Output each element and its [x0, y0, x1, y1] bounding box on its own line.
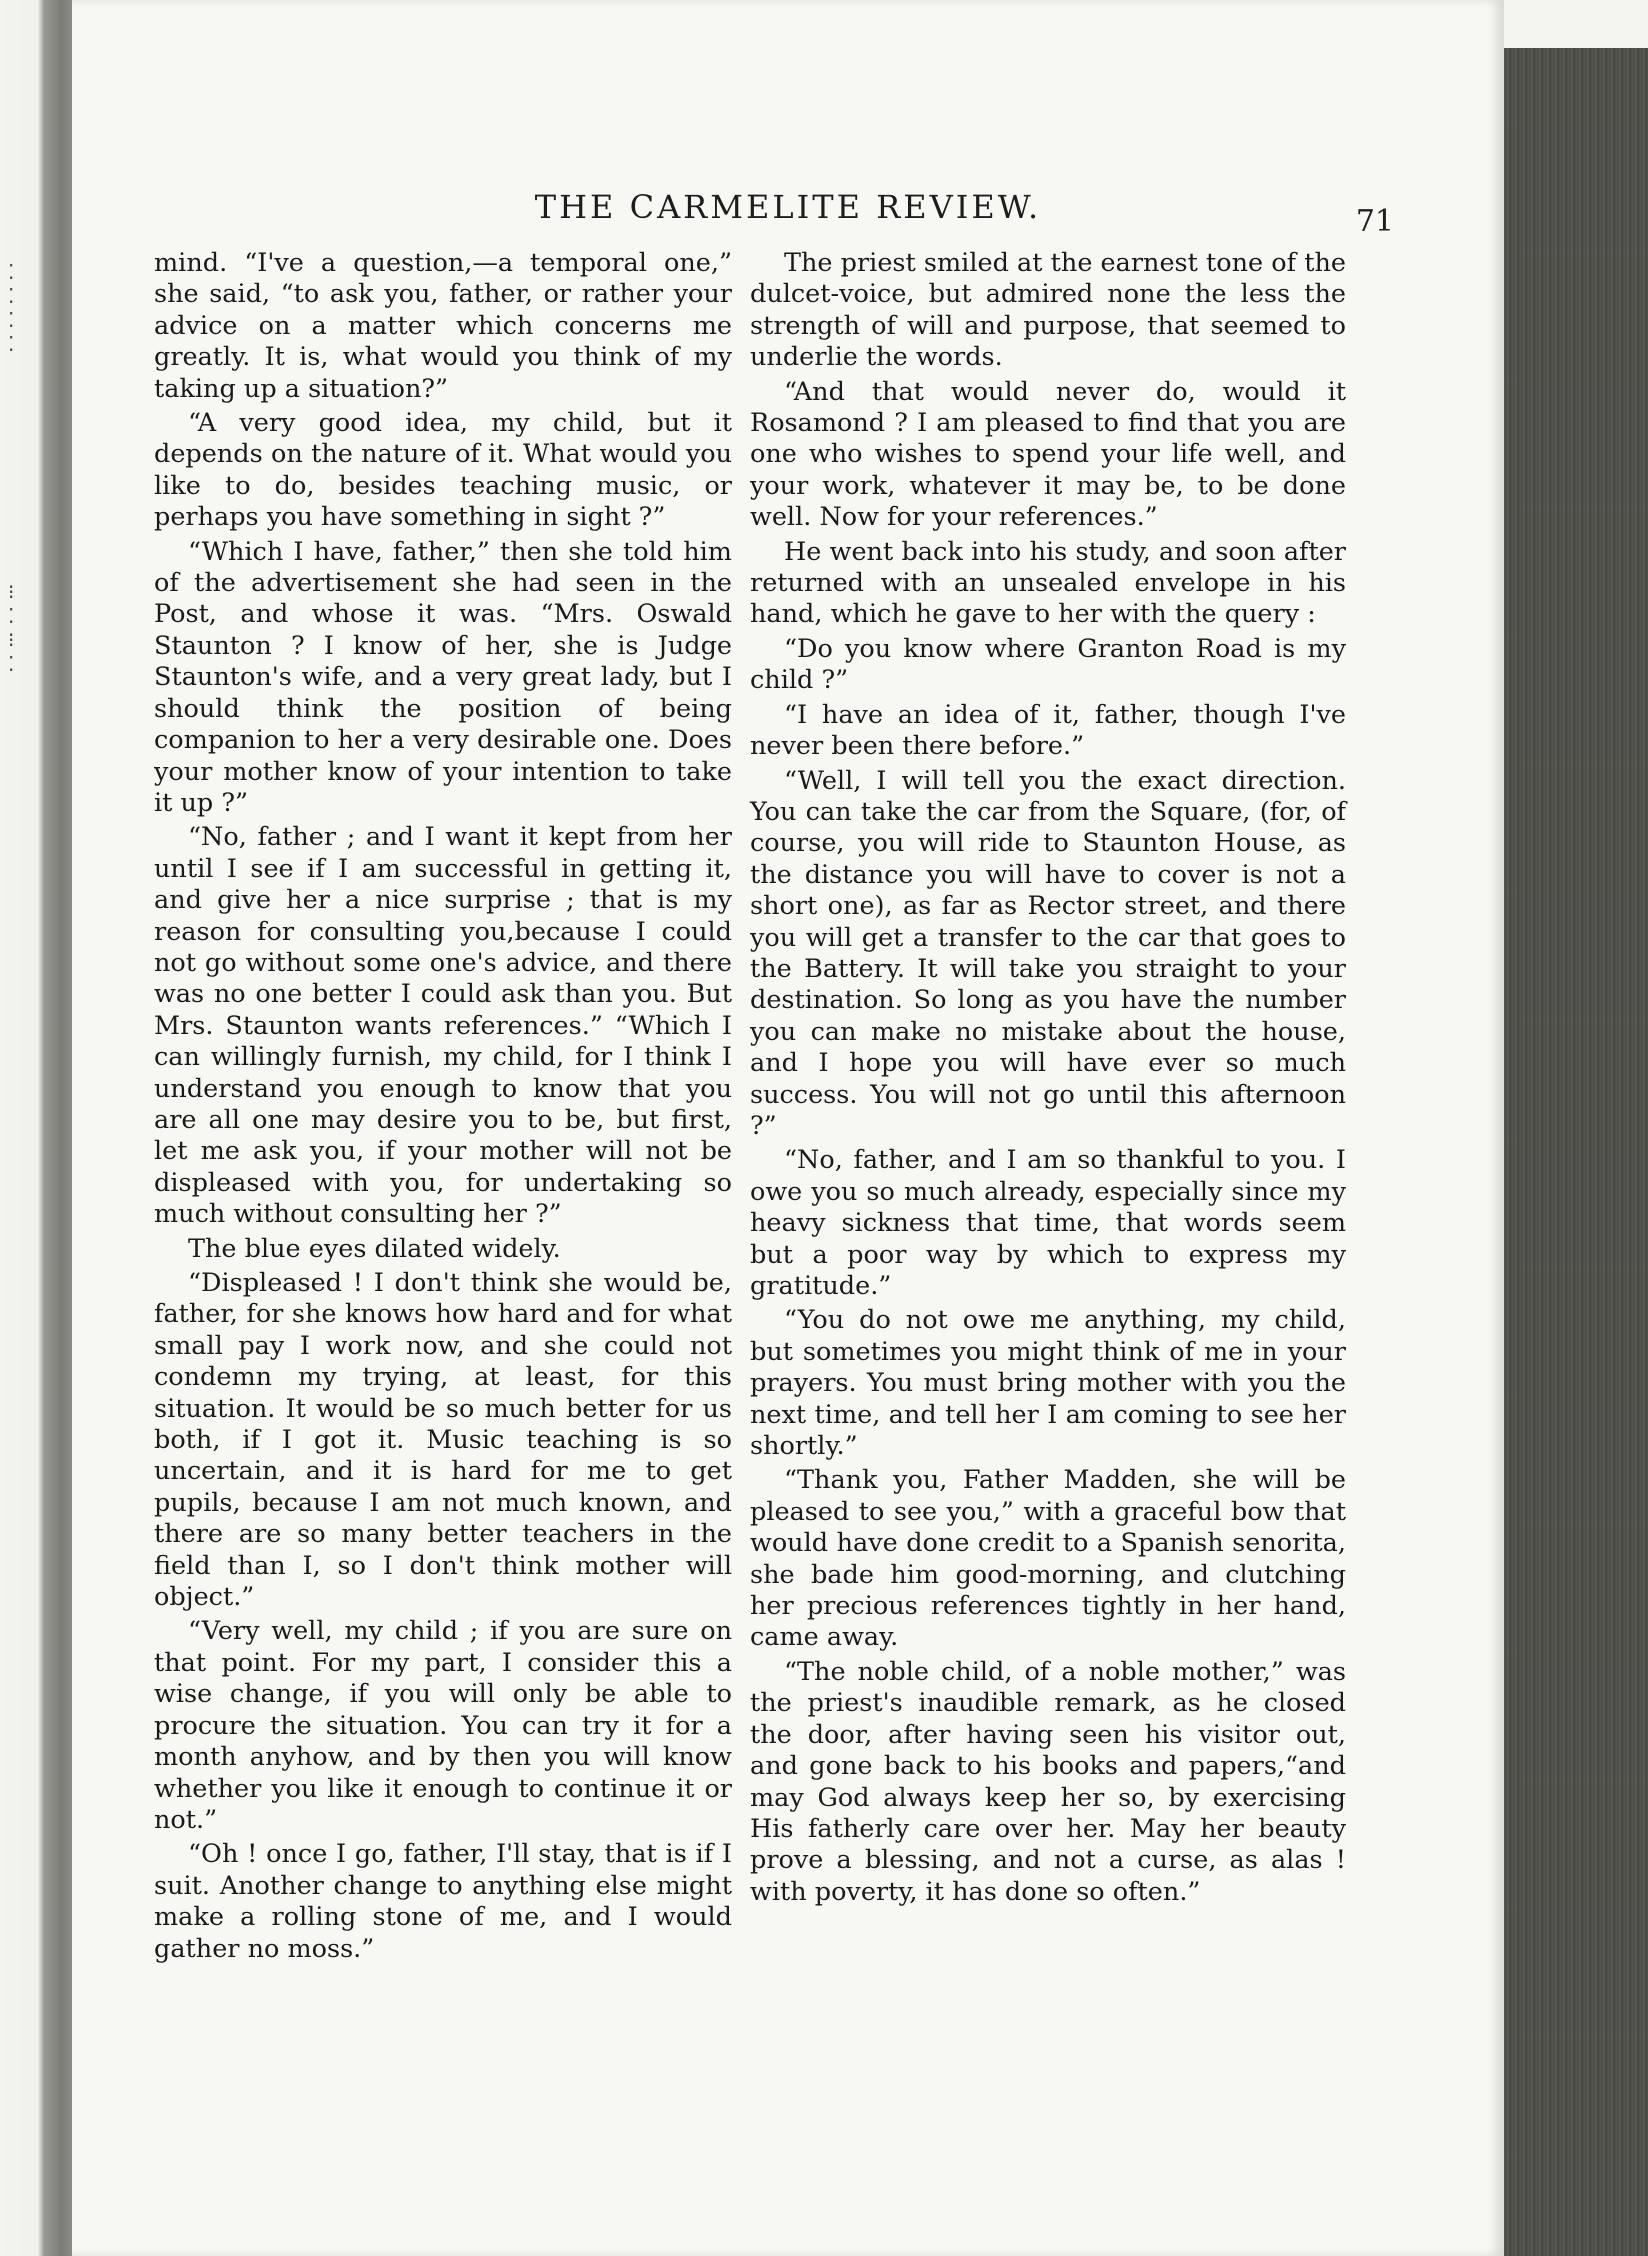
page-stack-edge: [1502, 48, 1648, 2256]
paragraph: “Do you know where Granton Road is my child ?”: [750, 633, 1346, 696]
paragraph: “No, father, and I am so thankful to you. I owe you so much already, especially since my heavy sickness that time, that words seem but a poor way by which to express my gratitude.”: [750, 1145, 1346, 1301]
right-column: [750, 248, 1346, 1908]
paragraph: The blue eyes dilated widely.: [188, 1233, 561, 1264]
paragraph: “And that would never do, would it Rosamond ? I am pleased to find that you are one who wishes to spend your life well, and your work, whatever it may be, to be done well. Now for your references.”: [750, 376, 1346, 533]
paragraph: “You do not owe me anything, my child, but sometimes you might think of me in your prayers. You must bring mother with you the next time, and tell her I am coming to see her shortly.”: [750, 1305, 1346, 1462]
running-title: THE CARMELITE REVIEW.: [534, 188, 1042, 226]
paragraph: The priest smiled at the earnest tone of the dulcet-voice, but admired none the less the strength of will and purpose, that seemed to underlie the words.: [750, 248, 1346, 373]
page-number: 71: [1355, 204, 1394, 239]
book-page: [72, 0, 1504, 2256]
paragraph: “No, father ; and I want it kept from her until I see if I am successful in getting it, and give her a nice surprise ; that is my reason for consulting you,because I could not go without some one's advice, and there was no one better I could ask than you. But Mrs. Staunton wants references.” “Which I can willingly furnish, my child, for I think I understand you enough to know that you are all one may desire you to be, but first, let me ask you, if your mother will not be displeased with you, for undertaking so much without consulting her ?”: [154, 822, 732, 1230]
left-column: [154, 248, 732, 1965]
paragraph: “Well, I will tell you the exact direction. You can take the car from the Square, (for, of course, you will ride to Staunton House, as the distance you will have to cover is not a short one), as far as Rector street, and there you will get a transfer to the car that goes to the Battery. It will take you straight to your destination. So long as you have the number you can make no mistake about the house, and I hope you will have ever so much success. You will not go until this afternoon ?”: [750, 765, 1346, 1141]
paragraph: “Thank you, Father Madden, she will be pleased to see you,” with a graceful bow that would have done credit to a Spanish senorita, she bade him good-morning, and clutching her precious references tightly in her hand, came away.: [750, 1465, 1346, 1653]
margin-specks: ⁝ ⁚ ⁝ ⁚: [8, 580, 16, 676]
paragraph: mind. “I've a question,—a temporal one,” she said, “to ask you, father, or rather your advice on a matter which concerns me greatly. It is, what would you think of my taking up a situation?”: [154, 248, 732, 404]
paragraph: “A very good idea, my child, but it depends on the nature of it. What would you like to do, besides teaching music, or perhaps you have something in sight ?”: [154, 408, 732, 533]
paragraph: “Very well, my child ; if you are sure on that point. For my part, I consider this a wise change, if you will only be able to procure the situation. You can try it for a month anyhow, and by then you will know whether you like it enough to continue it or not.”: [154, 1616, 732, 1835]
paragraph: “Oh ! once I go, father, I'll stay, that is if I suit. Another change to anything else might make a rolling stone of me, and I would gather no moss.”: [154, 1839, 732, 1964]
paragraph: “The noble child, of a noble mother,” was the priest's inaudible remark, as he closed the door, after having seen his visitor out, and gone back to his books and papers,“and may God always keep her so, by exercising His fatherly care over her. May her beauty prove a blessing, and not a curse, as alas ! with poverty, it has done so often.”: [750, 1656, 1346, 1907]
margin-specks: ⁚ ⁚ ⁚ ⁚: [8, 260, 16, 356]
paragraph: “I have an idea of it, father, though I've never been there before.”: [750, 699, 1346, 762]
paragraph: He went back into his study, and soon after returned with an unsealed envelope in his hand, which he gave to her with the query :: [750, 536, 1346, 630]
paragraph: “Displeased ! I don't think she would be, father, for she knows how hard and for what small pay I work now, and she could not condemn my trying, at least, for this situation. It would be so much better for us both, if I got it. Music teaching is so uncertain, and it is hard for me to get pupils, because I am not much known, and there are so many better teachers in the field than I, so I don't think mother will object.”: [154, 1268, 732, 1613]
paragraph: “Which I have, father,” then she told him of the advertisement she had seen in the Post, and whose it was. “Mrs. Oswald Staunton ? I know of her, she is Judge Staunton's wife, and a very great lady, but I should think the position of being companion to her a very desirable one. Does your mother know of your intention to take it up ?”: [154, 536, 732, 818]
